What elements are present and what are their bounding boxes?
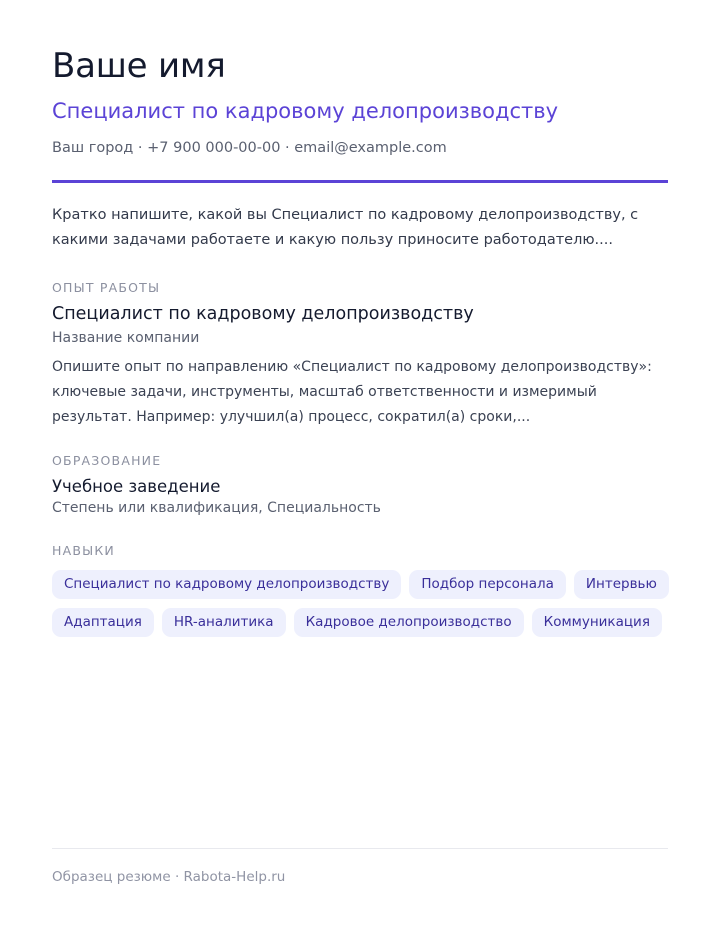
skill-chip: Интервью	[574, 570, 669, 599]
skill-chip: Коммуникация	[532, 608, 662, 637]
skill-chip: Подбор персонала	[409, 570, 566, 599]
skills-list	[52, 570, 672, 637]
resume-page	[52, 0, 668, 936]
education-section-title: ОБРАЗОВАНИЕ	[52, 453, 162, 468]
footer-divider	[52, 848, 668, 849]
resume-name: Ваше имя	[52, 46, 226, 86]
skill-chip: Адаптация	[52, 608, 154, 637]
experience-section-title: ОПЫТ РАБОТЫ	[52, 280, 161, 295]
skill-chip: Кадровое делопроизводство	[294, 608, 524, 637]
skills-section-title: НАВЫКИ	[52, 543, 115, 558]
skill-chip: Специалист по кадровому делопроизводству	[52, 570, 401, 599]
company-name: Название компании	[52, 330, 200, 346]
footer-text: Образец резюме · Rabota-Help.ru	[52, 869, 286, 885]
summary-text: Кратко напишите, какой вы Специалист по кадровому делопроизводству, с какими задачами работаете и какую пользу приносите работодателю....	[52, 207, 639, 248]
skill-chip: HR-аналитика	[162, 608, 286, 637]
header-divider	[52, 180, 668, 183]
resume-role: Специалист по кадровому делопроизводству	[52, 99, 559, 123]
education-degree: Степень или квалификация, Специальность	[52, 500, 381, 516]
contact-line: Ваш город · +7 900 000-00-00 · email@example.com	[52, 140, 447, 156]
job-title: Специалист по кадровому делопроизводству	[52, 304, 474, 324]
job-description: Опишите опыт по направлению «Специалист по кадровому делопроизводству»: ключевые задачи, инструменты, масштаб ответственности и измеримый результат. Например: улучшил(а) процесс, сократил(а) сроки,...	[52, 359, 652, 425]
education-institution: Учебное заведение	[52, 477, 221, 496]
